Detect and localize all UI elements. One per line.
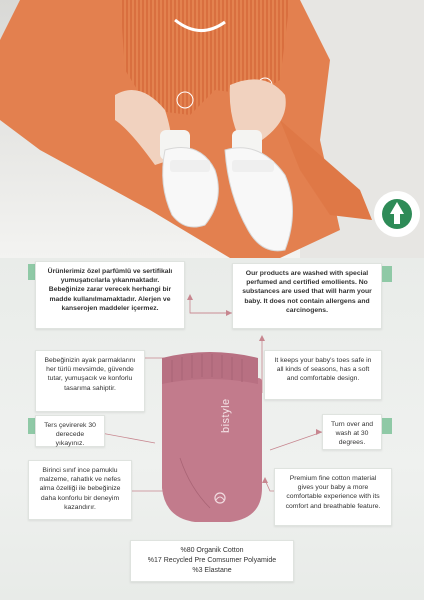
left-panel-2: [35, 350, 145, 412]
info-section: [0, 258, 424, 600]
product-photo: [0, 0, 424, 258]
right-panel-3-text: Turn over and wash at 30 degrees.: [330, 421, 374, 447]
right-panel-3: [322, 414, 382, 450]
accent-tab: [382, 418, 392, 434]
left-panel-2-text: Bebeğinizin ayak parmaklarını her türlü mevsimde, güvende tutar, yumuşacık ve konforlu tasarıma sahiptir.: [44, 357, 136, 392]
composition-panel: [130, 540, 294, 582]
left-panel-3-text: Ters çevirerek 30 derecede yıkayınız.: [44, 422, 96, 448]
right-panel-2-text: It keeps your baby's toes safe in all kinds of seasons, has a soft and comfortable design.: [274, 357, 372, 383]
right-panel-2: [264, 350, 382, 400]
sock-illustration: [150, 338, 270, 528]
left-panel-4-text: Birinci sınıf ince pamuklu malzeme, rahatlık ve nefes alma özelliği ile bebeğinize daha konforlu bir deneyim kazandırır.: [39, 467, 121, 511]
right-panel-1-text: Our products are washed with special perfumed and certified emollients. No substances are used that will harm your baby. It does not contain allergens and carcinogens.: [242, 270, 372, 314]
baby-photo-illustration: [0, 0, 424, 258]
accent-tab: [382, 266, 392, 282]
gots-badge: [373, 190, 421, 238]
left-panel-4: [28, 460, 132, 520]
composition-line-3: %3 Elastane: [192, 567, 232, 575]
sock-brand-label: bistyle: [220, 398, 232, 433]
composition-line-1: %80 Organik Cotton: [180, 547, 244, 554]
left-panel-1: [35, 261, 185, 329]
composition-line-2: %17 Recycled Pre Comsumer Polyamide: [147, 557, 277, 565]
right-panel-1: [232, 263, 382, 329]
right-panel-4-text: Premium fine cotton material gives your baby a more comfortable experience with its comfort and breathable feature.: [285, 475, 381, 510]
left-panel-3: [35, 415, 105, 447]
right-panel-4: [274, 468, 392, 526]
left-panel-1-text: Ürünlerimiz özel parfümlü ve sertifikalı yumuşatıcılarla yıkanmaktadır. Bebeğinize zarar verecek herhangi bir madde kullanılmamaktadır. Alerjen ve kanserojen maddeler içermez.: [47, 268, 173, 312]
